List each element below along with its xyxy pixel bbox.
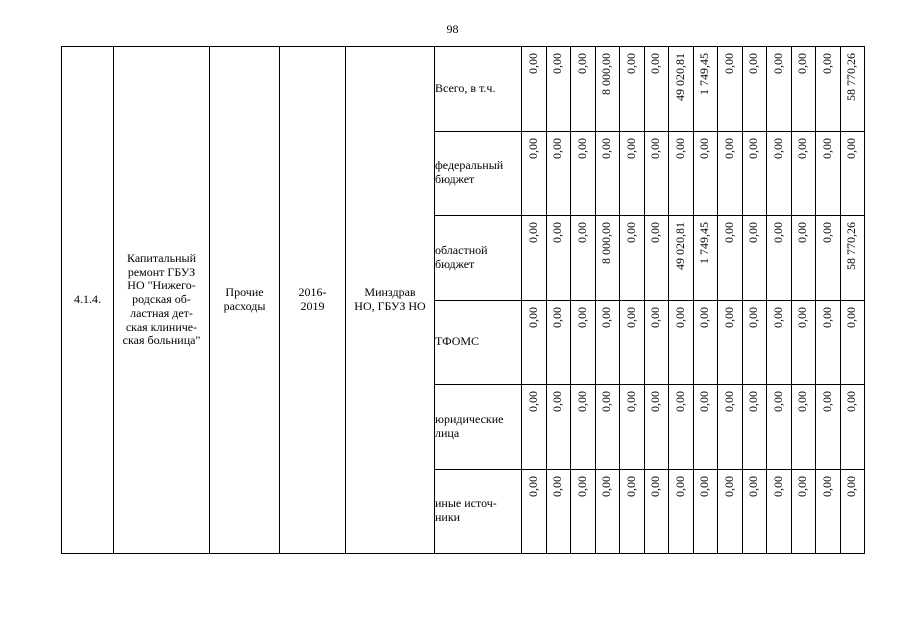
- value-cell: [718, 216, 743, 301]
- value-text: 0,00: [550, 53, 565, 74]
- funding-source-label-line: иные источ-: [435, 496, 497, 511]
- value-text: 0,00: [770, 391, 785, 412]
- funding-source-label: [435, 216, 522, 301]
- table-row: [62, 47, 865, 132]
- value-text: 0,00: [648, 137, 663, 159]
- value-text: 0,00: [770, 53, 785, 74]
- value-cell: [669, 469, 694, 554]
- funding-source-label-line: областной: [435, 242, 488, 257]
- value-text: 0,00: [574, 53, 589, 74]
- value-text: 0,00: [599, 391, 614, 412]
- value-cell: [816, 131, 841, 216]
- value-cell: [742, 469, 767, 554]
- funding-source-label-line: ТФОМС: [435, 334, 480, 349]
- value-text: 49 020,81: [672, 222, 687, 270]
- value-text: 0,00: [844, 475, 859, 497]
- funding-source-label-line: бюджет: [435, 256, 475, 271]
- value-text: 0,00: [746, 53, 761, 74]
- value-text: 0,00: [525, 53, 540, 74]
- item-name: [114, 47, 210, 554]
- value-text: 0,00: [844, 391, 859, 412]
- value-cell: [620, 385, 645, 470]
- value-cell: [742, 47, 767, 132]
- item-name-line: ская больница": [122, 333, 201, 348]
- value-text: 0,00: [746, 306, 761, 328]
- item-name-line: НО "Нижего-: [127, 278, 196, 293]
- value-cell: [595, 300, 620, 385]
- value-cell: [693, 131, 718, 216]
- value-cell: [693, 300, 718, 385]
- value-cell: [718, 300, 743, 385]
- value-text: 0,00: [819, 53, 834, 74]
- item-number: 4.1.4.: [62, 47, 114, 554]
- value-text: 0,00: [770, 306, 785, 328]
- funding-source-label: [435, 385, 522, 470]
- value-cell: [546, 385, 571, 470]
- value-cell: [767, 385, 792, 470]
- value-text: 0,00: [746, 137, 761, 159]
- value-cell: [620, 300, 645, 385]
- value-cell: [595, 469, 620, 554]
- value-text: 0,00: [819, 391, 834, 412]
- value-text: 1 749,45: [697, 53, 712, 95]
- value-cell: [571, 385, 596, 470]
- value-cell: [693, 385, 718, 470]
- value-cell: [718, 47, 743, 132]
- value-cell: [546, 47, 571, 132]
- funding-source-label-line: ники: [435, 510, 461, 525]
- item-name-line: ремонт ГБУЗ: [127, 264, 196, 279]
- value-cell: [571, 131, 596, 216]
- value-text: 0,00: [648, 222, 663, 243]
- value-cell: [693, 47, 718, 132]
- value-text: 0,00: [795, 137, 810, 159]
- value-text: 0,00: [599, 475, 614, 497]
- value-cell: [522, 469, 547, 554]
- item-name-line: Капитальный: [126, 250, 197, 265]
- value-text: 0,00: [721, 53, 736, 74]
- value-text: 0,00: [599, 137, 614, 159]
- value-text: 0,00: [525, 222, 540, 243]
- item-name-line: ластная дет-: [130, 305, 193, 320]
- value-text: 0,00: [746, 475, 761, 497]
- page-number: 98: [446, 22, 459, 36]
- value-cell: [840, 385, 865, 470]
- value-cell: [791, 300, 816, 385]
- value-text: 0,00: [844, 137, 859, 159]
- period-line: 2019: [300, 299, 325, 313]
- value-text: 0,00: [697, 475, 712, 497]
- value-text: 0,00: [574, 475, 589, 497]
- value-text: 0,00: [623, 306, 638, 328]
- value-text: 0,00: [574, 222, 589, 243]
- value-cell: [595, 47, 620, 132]
- funding-source-label: [435, 469, 522, 554]
- value-text: 0,00: [672, 137, 687, 159]
- value-text: 0,00: [819, 306, 834, 328]
- value-text: 0,00: [746, 391, 761, 412]
- value-cell: [522, 216, 547, 301]
- value-cell: [571, 469, 596, 554]
- item-name-line: ская клиниче-: [125, 319, 198, 334]
- value-cell: [767, 131, 792, 216]
- value-cell: [644, 216, 669, 301]
- value-cell: [840, 131, 865, 216]
- value-cell: [546, 216, 571, 301]
- value-text: 0,00: [819, 137, 834, 159]
- value-text: 0,00: [795, 391, 810, 412]
- value-cell: [571, 47, 596, 132]
- value-cell: [840, 47, 865, 132]
- value-cell: [742, 385, 767, 470]
- funding-source-label-line: лица: [435, 425, 460, 440]
- value-text: 58 770,26: [844, 53, 859, 101]
- funding-source-label-line: Всего, в т.ч.: [435, 80, 496, 95]
- value-text: 0,00: [648, 475, 663, 497]
- value-cell: [693, 216, 718, 301]
- value-cell: [522, 47, 547, 132]
- value-cell: [644, 131, 669, 216]
- value-text: 0,00: [525, 391, 540, 412]
- value-text: 8 000,00: [599, 222, 614, 264]
- funding-source-label-line: федеральный: [435, 158, 504, 173]
- value-cell: [620, 47, 645, 132]
- value-text: 0,00: [525, 475, 540, 497]
- value-cell: [816, 47, 841, 132]
- value-text: 0,00: [721, 222, 736, 243]
- executor-line: НО, ГБУЗ НО: [354, 299, 426, 313]
- value-cell: [767, 47, 792, 132]
- value-cell: [546, 131, 571, 216]
- value-cell: [742, 131, 767, 216]
- value-text: 0,00: [819, 222, 834, 243]
- value-text: 0,00: [819, 475, 834, 497]
- value-text: 0,00: [721, 137, 736, 159]
- value-text: 0,00: [574, 137, 589, 159]
- value-cell: [546, 300, 571, 385]
- value-cell: [571, 300, 596, 385]
- value-text: 0,00: [574, 306, 589, 328]
- value-cell: [669, 131, 694, 216]
- value-cell: [644, 385, 669, 470]
- value-text: 0,00: [648, 391, 663, 412]
- value-text: 0,00: [721, 475, 736, 497]
- value-text: 0,00: [844, 306, 859, 328]
- value-cell: [669, 385, 694, 470]
- funding-source-label: [435, 300, 522, 385]
- value-cell: [718, 385, 743, 470]
- value-cell: [767, 216, 792, 301]
- value-cell: [522, 131, 547, 216]
- value-cell: [595, 216, 620, 301]
- value-cell: [669, 216, 694, 301]
- value-cell: [742, 300, 767, 385]
- value-text: 0,00: [623, 137, 638, 159]
- value-text: 0,00: [623, 475, 638, 497]
- value-cell: [840, 216, 865, 301]
- value-cell: [791, 131, 816, 216]
- value-cell: [546, 469, 571, 554]
- value-text: 0,00: [697, 391, 712, 412]
- value-cell: [816, 300, 841, 385]
- value-text: 0,00: [697, 306, 712, 328]
- period-line: 2016-: [298, 285, 327, 300]
- value-cell: [816, 216, 841, 301]
- funding-source-label-line: бюджет: [435, 172, 475, 187]
- value-text: 0,00: [550, 391, 565, 412]
- value-text: 0,00: [721, 391, 736, 412]
- value-cell: [791, 47, 816, 132]
- funding-source-label-line: юридические: [435, 411, 504, 426]
- value-cell: [620, 469, 645, 554]
- budget-table: [61, 46, 865, 554]
- value-cell: [767, 469, 792, 554]
- value-cell: [620, 216, 645, 301]
- value-cell: [742, 216, 767, 301]
- value-cell: [571, 216, 596, 301]
- value-text: 0,00: [795, 53, 810, 74]
- value-cell: [644, 47, 669, 132]
- value-text: 0,00: [770, 475, 785, 497]
- value-cell: [595, 385, 620, 470]
- value-cell: [693, 469, 718, 554]
- period: [280, 47, 346, 554]
- value-cell: [644, 300, 669, 385]
- value-text: 0,00: [795, 222, 810, 243]
- value-cell: [791, 469, 816, 554]
- value-text: 0,00: [550, 137, 565, 159]
- value-text: 0,00: [746, 222, 761, 243]
- value-text: 0,00: [672, 306, 687, 328]
- value-text: 0,00: [550, 475, 565, 497]
- value-text: 0,00: [623, 53, 638, 74]
- value-cell: [644, 469, 669, 554]
- value-text: 49 020,81: [672, 53, 687, 101]
- value-text: 0,00: [574, 391, 589, 412]
- value-text: 0,00: [550, 306, 565, 328]
- value-text: 0,00: [623, 222, 638, 243]
- expense-type-line: расходы: [223, 299, 266, 313]
- value-text: 58 770,26: [844, 222, 859, 270]
- value-text: 0,00: [795, 306, 810, 328]
- value-text: 0,00: [672, 391, 687, 412]
- value-cell: [522, 300, 547, 385]
- value-text: 0,00: [525, 306, 540, 328]
- value-text: 1 749,45: [697, 222, 712, 264]
- value-cell: [791, 216, 816, 301]
- funding-source-label: [435, 131, 522, 216]
- value-text: 0,00: [770, 222, 785, 243]
- value-cell: [816, 385, 841, 470]
- value-text: 0,00: [795, 475, 810, 497]
- value-cell: [816, 469, 841, 554]
- value-text: 0,00: [648, 53, 663, 74]
- value-text: 0,00: [599, 306, 614, 328]
- value-text: 0,00: [697, 137, 712, 159]
- value-cell: [669, 47, 694, 132]
- value-text: 0,00: [721, 306, 736, 328]
- value-text: 0,00: [672, 475, 687, 497]
- value-text: 0,00: [623, 391, 638, 412]
- value-cell: [791, 385, 816, 470]
- value-cell: [620, 131, 645, 216]
- value-text: 0,00: [550, 222, 565, 243]
- expense-type: [210, 47, 280, 554]
- value-cell: [718, 469, 743, 554]
- value-cell: [840, 469, 865, 554]
- value-text: 8 000,00: [599, 53, 614, 95]
- value-cell: [718, 131, 743, 216]
- executor: [346, 47, 435, 554]
- value-cell: [522, 385, 547, 470]
- value-cell: [669, 300, 694, 385]
- value-cell: [595, 131, 620, 216]
- expense-type-line: Прочие: [225, 285, 264, 300]
- value-text: 0,00: [525, 137, 540, 159]
- value-cell: [840, 300, 865, 385]
- executor-line: Минздрав: [364, 285, 416, 300]
- value-text: 0,00: [648, 306, 663, 328]
- value-cell: [767, 300, 792, 385]
- value-text: 0,00: [770, 137, 785, 159]
- item-name-line: родская об-: [132, 292, 191, 307]
- funding-source-label: [435, 47, 522, 132]
